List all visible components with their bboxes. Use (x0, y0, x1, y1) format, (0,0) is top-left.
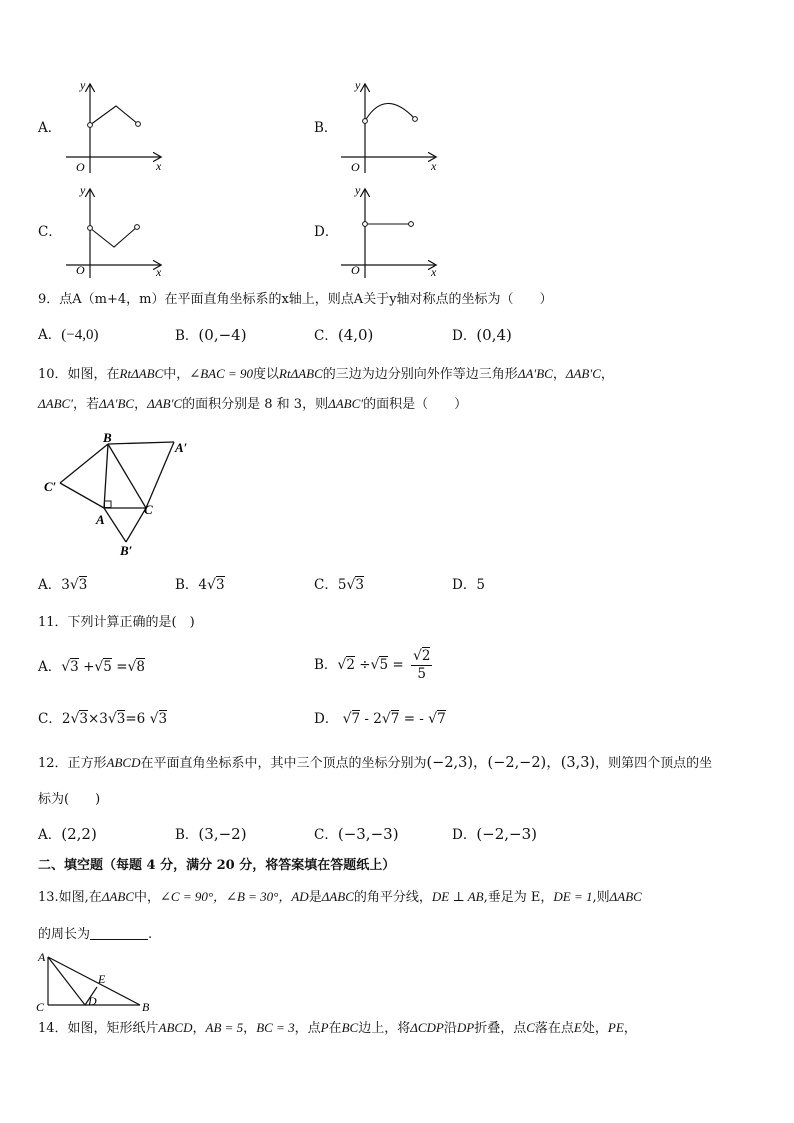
q14-stem-line1: 14．如图，矩形纸片ABCD，AB = 5，BC = 3，点P在BC边上，将ΔCDP沿DP折叠，点C落在点E处，PE， (38, 1020, 637, 1036)
fig-label-d: D (88, 994, 97, 1008)
fig-label-a: A (96, 512, 105, 527)
answer-blank[interactable] (90, 925, 148, 940)
q8-graph-d (335, 180, 445, 280)
q10-figure (40, 428, 210, 558)
q10-stem-line1: 10．如图，在RtΔABC中，∠BAC = 90度以RtΔABC的三边为边分别向外作等边三角形ΔA′BC，ΔAB′C， (38, 366, 614, 382)
y-axis-label: y (80, 78, 86, 92)
fig-label-b: B (142, 1000, 150, 1014)
q12-stem-line2: 标为( ) (38, 792, 101, 807)
open-point (88, 123, 93, 128)
fig-label-c: C (36, 1000, 45, 1014)
q8-graph-a (60, 75, 170, 175)
q11-option-c: C．2√3×3√3=6 √3 (38, 711, 168, 727)
q12-options (0, 824, 794, 846)
q12-option-c: C．(−3,−3) (314, 825, 399, 843)
q13-figure (34, 947, 164, 1015)
svg-text:x: x (156, 265, 162, 279)
q10-options (0, 575, 794, 597)
fig-label-a-prime: A′ (175, 440, 188, 455)
origin-label: O (76, 160, 85, 174)
fraction: $\frac{√2}{5}$ (412, 648, 431, 682)
q8-graph-b (335, 75, 445, 175)
q8-option-b-letter: B． (314, 120, 338, 136)
svg-text:O: O (351, 160, 360, 174)
svg-text:x: x (431, 159, 437, 173)
section-heading: 二、填空题（每题 4 分，满分 20 分，将答案填在答题纸上） (38, 858, 396, 873)
svg-text:O: O (351, 263, 360, 277)
fig-label-a: A (38, 950, 46, 964)
q12-option-a: A．(2,2) (38, 825, 97, 843)
q11-option-d: D． √7 - 2√7 = - √7 (314, 711, 446, 727)
q11-stem: 11．下列计算正确的是( ) (38, 615, 195, 630)
open-point (136, 122, 141, 127)
svg-text:y: y (80, 183, 86, 197)
q9-stem: 9．点A（m+4，m）在平面直角坐标系的x轴上，则点A关于y轴对称点的坐标为（ ） (38, 292, 553, 307)
q13-stem-line1: 13.如图,在ΔABC中，∠C = 90°，∠B = 30°，AD是ΔABC的角平分线，DE ⊥ AB,垂足为 E，DE = 1,则ΔABC (38, 889, 642, 905)
fig-label-e: E (98, 972, 106, 986)
q8-graph-c (60, 180, 170, 280)
svg-text:y: y (355, 78, 361, 92)
q9-option-a: A．(−4,0) (38, 327, 99, 343)
svg-text:x: x (431, 265, 437, 279)
svg-text:y: y (355, 183, 361, 197)
fig-label-c-prime: C′ (44, 479, 57, 494)
q9-option-c: C．(4,0) (314, 326, 374, 344)
q12-stem-line1: 12．正方形ABCD在平面直角坐标系中，其中三个顶点的坐标分别为(−2,3)，(−2,−2)，(3,3)，则第四个顶点的坐 (38, 755, 713, 771)
q8-option-c-letter: C． (38, 224, 62, 240)
q8-option-d-letter: D． (314, 224, 339, 240)
q10-option-b: B．4√3 (175, 577, 225, 593)
q10-stem-line2: ΔABC′，若ΔA′BC，ΔAB′C的面积分别是 8 和 3，则ΔABC′的面积是（ ） (38, 396, 468, 412)
q8-option-a-letter: A． (38, 120, 62, 136)
q8-options (0, 0, 794, 290)
q11-option-a: A．√3 +√5 =√8 (38, 659, 146, 675)
fig-label-c: C (144, 502, 153, 517)
q12-option-d: D．(−2,−3) (452, 825, 538, 843)
q10-option-a: A．3√3 (38, 577, 88, 593)
q9-option-d: D．(0,4) (452, 326, 512, 344)
x-axis-label: x (156, 159, 162, 173)
q11-option-b: B．√2 ÷√5 = $\frac{√2}{5}$ (314, 648, 431, 682)
svg-text:O: O (76, 263, 85, 277)
q12-option-b: B．(3,−2) (175, 825, 247, 843)
q9-option-b: B．(0,−4) (175, 326, 247, 344)
fig-label-b: B (103, 430, 112, 445)
q13-stem-line2: 的周长为 . (38, 927, 153, 942)
fig-label-b-prime: B′ (120, 543, 133, 558)
q10-option-c: C．5√3 (314, 577, 364, 593)
q10-option-d: D．5 (452, 577, 485, 593)
q9-options (0, 325, 794, 347)
